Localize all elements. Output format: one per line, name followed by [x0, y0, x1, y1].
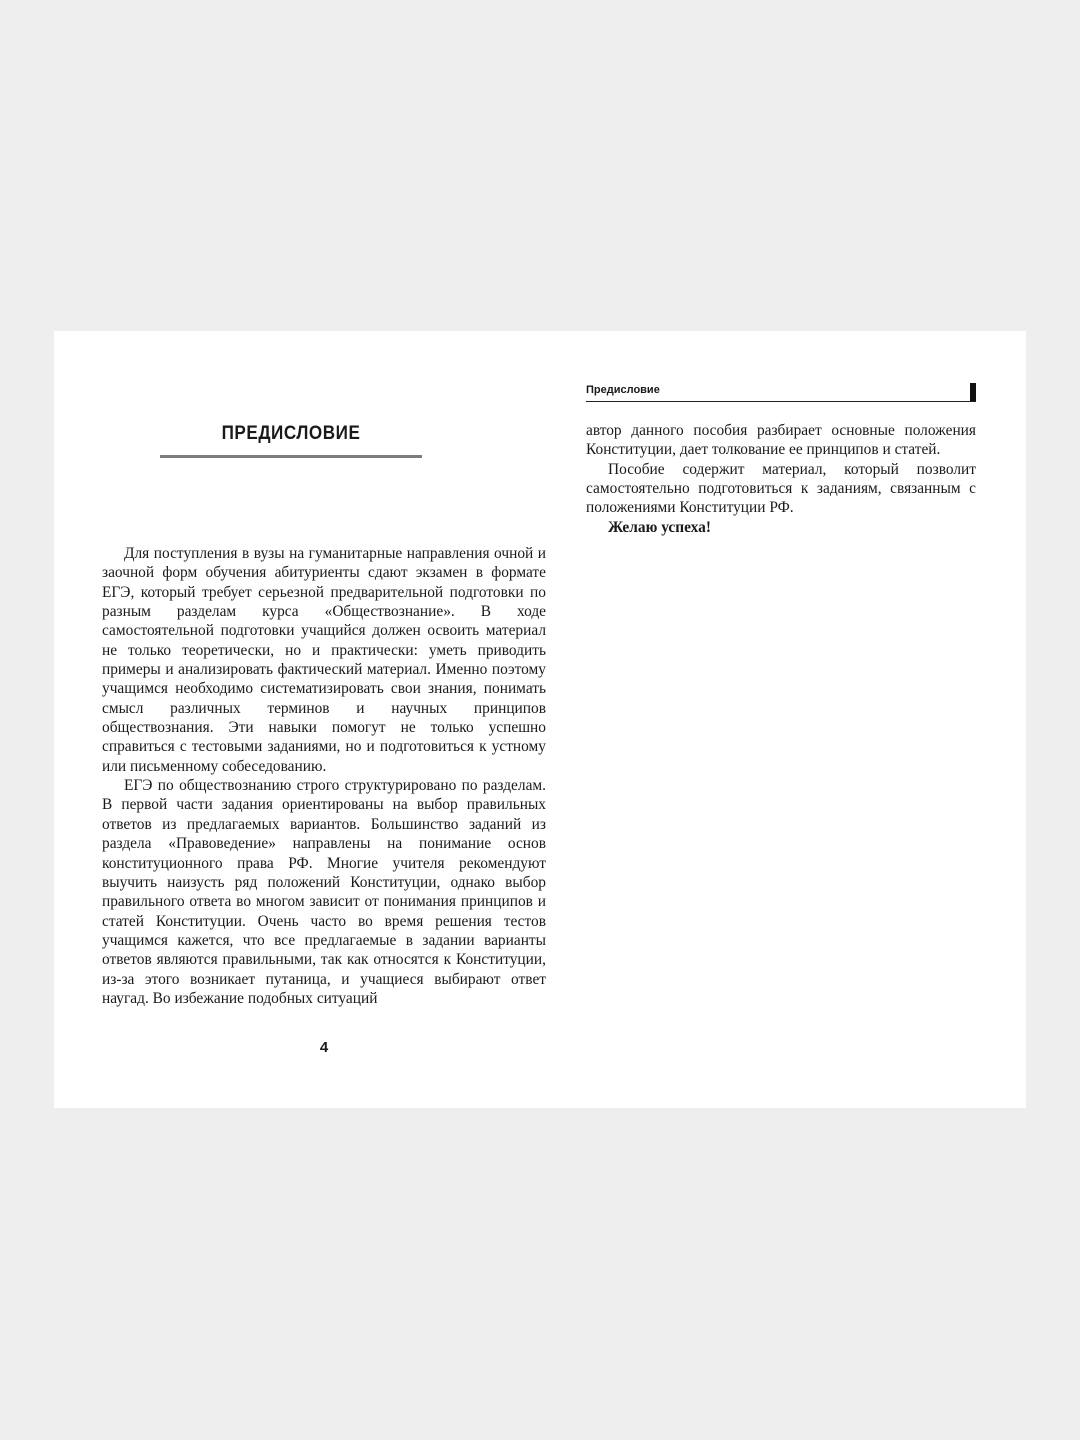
- paragraph: Пособие содержит материал, который позволит самостоятельно подготовиться к заданиям, связанным с положениями Конституции РФ.: [586, 460, 976, 517]
- running-head-label: Предисловие: [586, 384, 660, 396]
- paragraph: Для поступления в вузы на гуманитарные направления очной и заочной форм обучения абитуриенты сдают экзамен в формате ЕГЭ, который требует серьезной предварительной подготовки по разным разделам курса «Обществознание». В ходе самостоятельной подготовки учащийся должен освоить материал не только теоретически, но и практически: уметь приводить примеры и анализировать фактический материал. Именно поэтому учащимся необходимо систематизировать свои знания, понимать смысл различных терминов и научных принципов обществознания. Эти навыки помогут не только успешно справиться с тестовыми заданиями, но и подготовиться к устному или письменному собеседованию.: [102, 545, 546, 775]
- title-underline: [160, 455, 422, 458]
- running-head: [586, 383, 976, 402]
- page-number: 4: [319, 1039, 329, 1056]
- paragraph: автор данного пособия разбирает основные положения Конституции, дает толкование ее принципов и статей.: [586, 422, 976, 459]
- paragraph: ЕГЭ по обществознанию строго структурировано по разделам. В первой части задания ориентированы на выбор правильных ответов из предлагаемых вариантов. Большинство заданий из раздела «Правоведение» направлены на понимание основ конституционного права РФ. Многие учителя рекомендуют выучить наизусть ряд положений Конституции, однако выбор правильного ответа во многом зависит от понимания принципов и статей Конституции. Очень часто во время решения тестов учащимся кажется, что все предлагаемые в задании варианты ответов являются правильными, так как относятся к Конституции, из-за этого возникает путаница, и учащиеся выбирают ответ наугад. Во избежание подобных ситуаций: [102, 777, 546, 1007]
- left-page-body: [102, 544, 546, 1008]
- left-page: [102, 331, 546, 1108]
- right-page: [586, 331, 976, 1108]
- section-marker: [970, 383, 976, 401]
- closing-line: Желаю успеха!: [608, 518, 711, 536]
- chapter-title: ПРЕДИСЛОВИЕ: [221, 423, 361, 444]
- book-spread: [54, 331, 1026, 1108]
- right-page-body: [586, 421, 976, 537]
